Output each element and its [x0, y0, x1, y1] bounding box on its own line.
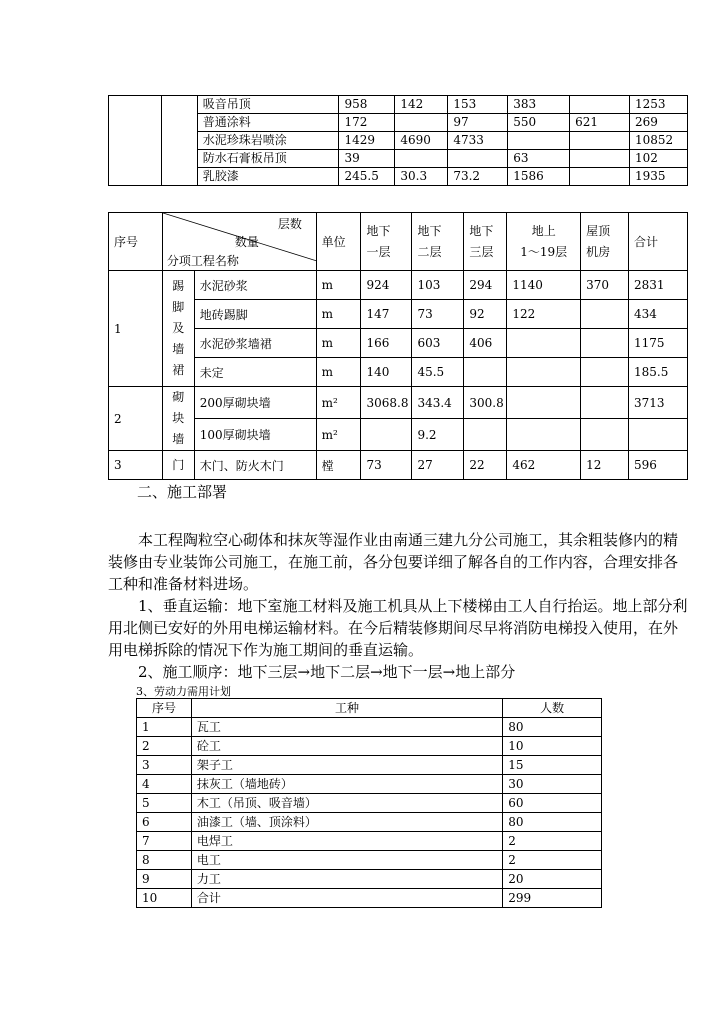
table3-cell: 架子工 — [191, 756, 502, 775]
table2-seq: 3 — [109, 451, 163, 480]
table1-cell — [570, 96, 630, 114]
table3-cell: 15 — [503, 756, 602, 775]
table2-cell-roof — [581, 387, 629, 419]
table2-cell-above — [507, 358, 581, 387]
table1-cell: 4733 — [448, 132, 508, 150]
table3-cell: 1 — [137, 718, 192, 737]
quantity-by-floor-table — [108, 212, 688, 480]
table2-cell-item: 水泥砂浆 — [194, 271, 316, 300]
table1-cell: 153 — [448, 96, 508, 114]
table2-cell-total — [629, 419, 688, 451]
table2-row — [109, 329, 688, 358]
table3-cell: 4 — [137, 775, 192, 794]
table2-cell-b1: 3068.8 — [361, 387, 412, 419]
table2-cell-above — [507, 387, 581, 419]
table2-cell-roof: 12 — [581, 451, 629, 480]
table3-row — [137, 832, 602, 851]
table2-cell-unit: m² — [316, 387, 361, 419]
header-seq: 序号 — [109, 213, 163, 271]
table3-cell: 砼工 — [191, 737, 502, 756]
paragraph-intro: 本工程陶粒空心砌体和抹灰等湿作业由南通三建九分公司施工，其余粗装修内的精装修由专业装饰公司施工，在施工前，各分包要详细了解各自的工作内容，合理安排各工种和准备材料进场。 — [108, 531, 679, 593]
table1-cell: 245.5 — [339, 168, 395, 186]
table2-body — [109, 213, 688, 480]
header-b2: 地下 二层 — [412, 213, 464, 271]
table2-cell-total: 434 — [629, 300, 688, 329]
table3-cell: 5 — [137, 794, 192, 813]
table3-cell: 10 — [137, 889, 192, 908]
table3-row — [137, 718, 602, 737]
table2-cell-total: 1175 — [629, 329, 688, 358]
table1-cell: 383 — [508, 96, 570, 114]
table3-body — [137, 699, 602, 908]
table2-cell-roof — [581, 329, 629, 358]
section-heading: 二、施工部署 — [137, 483, 228, 501]
table1-cell: 39 — [339, 150, 395, 168]
table1-cell: 172 — [339, 114, 395, 132]
table2-cell-b3: 92 — [464, 300, 507, 329]
table2-row — [109, 358, 688, 387]
table2-cell-roof — [581, 300, 629, 329]
table2-cell-total: 185.5 — [629, 358, 688, 387]
header-unit: 单位 — [316, 213, 361, 271]
table2-cell-b3: 294 — [464, 271, 507, 300]
table1-cell — [570, 132, 630, 150]
table1-blank-cell — [109, 96, 162, 186]
table2-cell-total: 3713 — [629, 387, 688, 419]
table2-row — [109, 451, 688, 480]
table3-cell: 油漆工（墙、顶涂料） — [191, 813, 502, 832]
table3-cell: 瓦工 — [191, 718, 502, 737]
table1-cell: 621 — [570, 114, 630, 132]
table1-cell — [395, 114, 448, 132]
table1-cell: 97 — [448, 114, 508, 132]
table3-header-row — [137, 699, 602, 718]
table2-category: 门 — [162, 451, 194, 480]
table1-cell: 958 — [339, 96, 395, 114]
table1-cell: 63 — [508, 150, 570, 168]
table2-cell-b2: 45.5 — [412, 358, 464, 387]
table1-cell: 10852 — [630, 132, 688, 150]
table1-cell: 550 — [508, 114, 570, 132]
table1-cell: 102 — [630, 150, 688, 168]
table1-cell: 4690 — [395, 132, 448, 150]
paragraph-construction-sequence: 2、施工顺序：地下三层→地下二层→地下一层→地上部分 — [108, 663, 516, 681]
table2-cell-unit: 樘 — [316, 451, 361, 480]
table3-row — [137, 813, 602, 832]
table3-row — [137, 737, 602, 756]
table2-category: 砌 块 墙 — [162, 387, 194, 451]
table2-cell-unit: m — [316, 300, 361, 329]
table3-cell: 80 — [503, 813, 602, 832]
table3-row — [137, 756, 602, 775]
table2-row — [109, 387, 688, 419]
table2-category: 踢 脚 及 墙 裙 — [162, 271, 194, 387]
table1-cell — [570, 150, 630, 168]
header-b1: 地下 一层 — [361, 213, 412, 271]
table2-cell-above: 122 — [507, 300, 581, 329]
table2-cell-b2: 9.2 — [412, 419, 464, 451]
header-total: 合计 — [629, 213, 688, 271]
table3-cell: 7 — [137, 832, 192, 851]
table2-cell-item: 未定 — [194, 358, 316, 387]
table1-cell — [448, 150, 508, 168]
table3-row — [137, 794, 602, 813]
table2-cell-unit: m — [316, 358, 361, 387]
table2-cell-b1: 140 — [361, 358, 412, 387]
table3-cell: 30 — [503, 775, 602, 794]
table2-seq: 1 — [109, 271, 163, 387]
table3-cell: 抹灰工（墙地砖） — [191, 775, 502, 794]
table1-body — [109, 96, 688, 186]
table3-cell: 木工（吊顶、吸音墙） — [191, 794, 502, 813]
table1-cell: 吸音吊顶 — [197, 96, 339, 114]
table1-cell: 1586 — [508, 168, 570, 186]
table2-cell-above — [507, 329, 581, 358]
table2-seq: 2 — [109, 387, 163, 451]
table2-cell-b1: 73 — [361, 451, 412, 480]
table2-cell-b3: 406 — [464, 329, 507, 358]
table1-cell: 73.2 — [448, 168, 508, 186]
table3-cell: 10 — [503, 737, 602, 756]
table3-row — [137, 775, 602, 794]
header-b3: 地下 三层 — [464, 213, 507, 271]
table2-header-row — [109, 213, 688, 271]
table2-cell-b1: 924 — [361, 271, 412, 300]
table3-cell: 合计 — [191, 889, 502, 908]
header-trade: 工种 — [191, 699, 502, 718]
table1-cell: 乳胶漆 — [197, 168, 339, 186]
table2-cell-b3: 22 — [464, 451, 507, 480]
table2-cell-above: 462 — [507, 451, 581, 480]
table3-cell: 20 — [503, 870, 602, 889]
table2-cell-item: 水泥砂浆墙裙 — [194, 329, 316, 358]
table2-cell-b2: 603 — [412, 329, 464, 358]
labor-plan-caption: 3、劳动力需用计划 — [136, 685, 231, 698]
header-headcount: 人数 — [503, 699, 602, 718]
table1-cell: 269 — [630, 114, 688, 132]
table2-cell-roof — [581, 358, 629, 387]
table2-cell-total: 2831 — [629, 271, 688, 300]
table2-cell-b3 — [464, 419, 507, 451]
table1-row — [109, 96, 688, 114]
table2-cell-b2: 27 — [412, 451, 464, 480]
table1-cell: 防水石膏板吊顶 — [197, 150, 339, 168]
table2-row — [109, 419, 688, 451]
table1-cell: 1935 — [630, 168, 688, 186]
table2-cell-item: 木门、防火木门 — [194, 451, 316, 480]
table2-cell-item: 地砖踢脚 — [194, 300, 316, 329]
table2-cell-b3: 300.8 — [464, 387, 507, 419]
table2-cell-above: 1140 — [507, 271, 581, 300]
table2-row — [109, 271, 688, 300]
table1-cell: 水泥珍珠岩喷涂 — [197, 132, 339, 150]
table3-row — [137, 889, 602, 908]
table2-cell-b3 — [464, 358, 507, 387]
table3-cell: 2 — [503, 851, 602, 870]
table1-cell — [395, 150, 448, 168]
table2-cell-item: 200厚砌块墙 — [194, 387, 316, 419]
table1-cell — [570, 168, 630, 186]
table3-cell: 8 — [137, 851, 192, 870]
header-roof: 屋顶 机房 — [581, 213, 629, 271]
table1-cell: 1253 — [630, 96, 688, 114]
table2-cell-unit: m — [316, 329, 361, 358]
table3-cell: 6 — [137, 813, 192, 832]
table3-cell: 2 — [503, 832, 602, 851]
table2-cell-b2: 343.4 — [412, 387, 464, 419]
table2-cell-roof — [581, 419, 629, 451]
table3-cell: 电工 — [191, 851, 502, 870]
header-above-ground: 地上 1～19层 — [507, 213, 581, 271]
table2-cell-total: 596 — [629, 451, 688, 480]
table1-cell: 30.3 — [395, 168, 448, 186]
table3-cell: 电焊工 — [191, 832, 502, 851]
table2-cell-unit: m² — [316, 419, 361, 451]
table1-cell: 普通涂料 — [197, 114, 339, 132]
table3-row — [137, 851, 602, 870]
table3-cell: 9 — [137, 870, 192, 889]
table2-cell-b1: 166 — [361, 329, 412, 358]
header-diagonal-cell — [162, 213, 316, 271]
paragraph-vertical-transport: 1、垂直运输：地下室施工材料及施工机具从上下楼梯由工人自行抬运。地上部分利用北侧已安好的外用电梯运输材料。在今后精装修期间尽早将消防电梯投入使用，在外用电梯拆除的情况下作为施工期间的垂直运输。 — [108, 597, 688, 659]
labor-plan-table — [136, 698, 602, 908]
table3-cell: 60 — [503, 794, 602, 813]
header-floors-label: 层数 — [277, 217, 302, 231]
header-seq: 序号 — [137, 699, 192, 718]
table1-blank-cell — [161, 96, 197, 186]
table2-cell-above — [507, 419, 581, 451]
table3-cell: 2 — [137, 737, 192, 756]
table3-cell: 3 — [137, 756, 192, 775]
table1-cell: 142 — [395, 96, 448, 114]
table1-cell — [508, 132, 570, 150]
table2-cell-b1: 147 — [361, 300, 412, 329]
finish-quantity-table-continued — [108, 95, 688, 186]
table3-cell: 80 — [503, 718, 602, 737]
table3-cell: 299 — [503, 889, 602, 908]
table2-cell-unit: m — [316, 271, 361, 300]
table3-cell: 力工 — [191, 870, 502, 889]
table2-cell-roof: 370 — [581, 271, 629, 300]
header-item-label: 分项工程名称 — [166, 254, 239, 268]
table2-cell-item: 100厚砌块墙 — [194, 419, 316, 451]
table2-cell-b2: 103 — [412, 271, 464, 300]
table1-cell: 1429 — [339, 132, 395, 150]
table2-cell-b1 — [361, 419, 412, 451]
table3-row — [137, 870, 602, 889]
header-quantity-label: 数量 — [234, 235, 259, 249]
table2-cell-b2: 73 — [412, 300, 464, 329]
table2-row — [109, 300, 688, 329]
